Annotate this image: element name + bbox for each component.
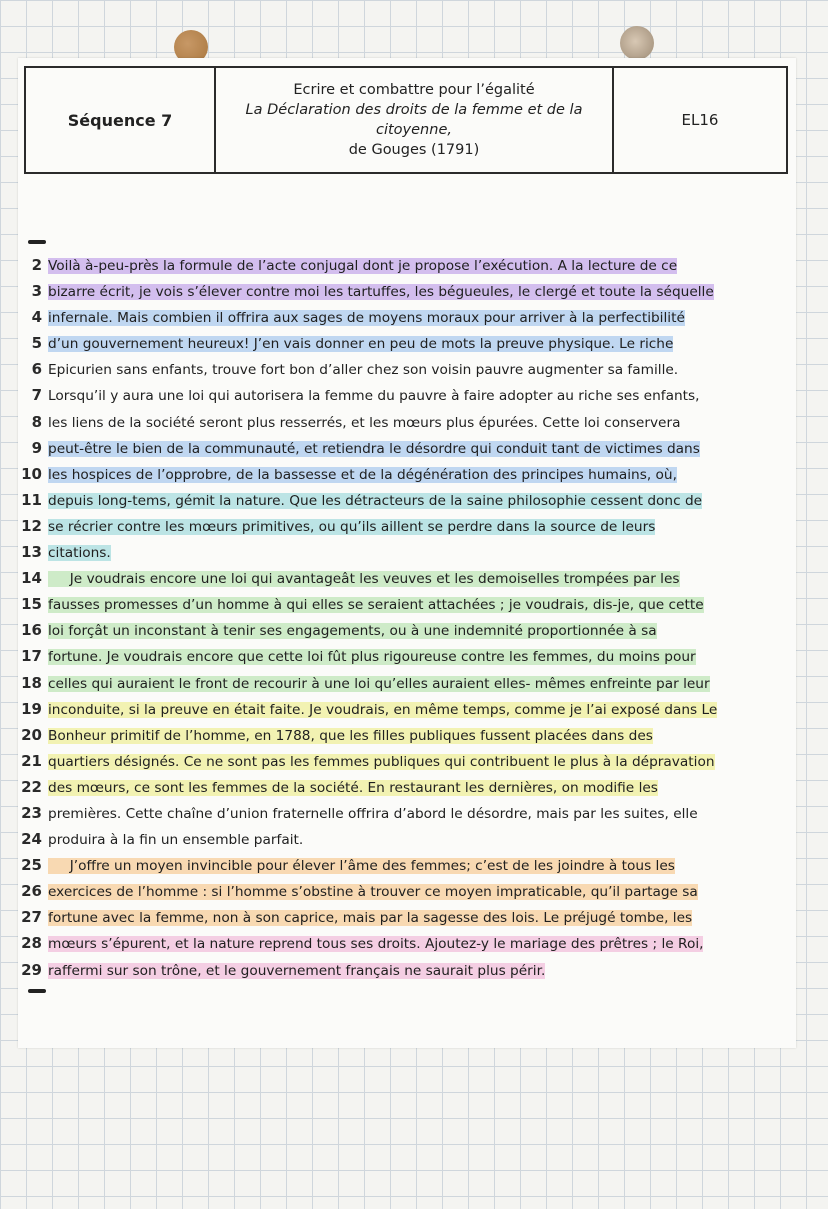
line-text: bizarre écrit, je vois s’élever contre moi les tartuffes, les bégueules, le clergé et toute la séquelle: [48, 284, 714, 301]
line-text: fausses promesses d’un homme à qui elles se seraient attachées ; je voudrais, dis-je, que cette: [48, 597, 704, 614]
line-number: 18: [21, 673, 42, 692]
end-marker: [16, 983, 746, 997]
line-number: 7: [31, 386, 42, 405]
line-text: fortune. Je voudrais encore que cette loi fût plus rigoureuse contre les femmes, du moins pour: [48, 649, 696, 666]
line-number: 16: [21, 621, 42, 640]
title-line-1: Ecrire et combattre pour l’égalité: [293, 82, 535, 98]
text-line: [16, 382, 746, 408]
text-line: [16, 330, 746, 356]
line-number: 4: [31, 308, 42, 327]
text-line: [16, 643, 746, 669]
text-lines: [16, 252, 746, 983]
line-number: 17: [21, 647, 42, 666]
line-number: 26: [21, 882, 42, 901]
text-line: [16, 930, 746, 956]
line-text: mœurs s’épurent, et la nature reprend tous ses droits. Ajoutez-y le mariage des prêtres ; le Roi,: [48, 936, 704, 953]
line-number: 9: [31, 438, 42, 457]
title-line-3: citoyenne,: [376, 122, 452, 138]
line-text: raffermi sur son trône, et le gouvernement français ne saurait plus périr.: [48, 962, 546, 979]
line-number: 28: [21, 934, 42, 953]
line-text: Voilà à-peu-près la formule de l’acte conjugal dont je propose l’exécution. A la lecture de ce: [48, 258, 678, 274]
line-number: 29: [21, 960, 42, 979]
line-number: 13: [21, 543, 42, 562]
text-line: [16, 774, 746, 800]
text-line: [16, 304, 746, 330]
line-text: quartiers désignés. Ce ne sont pas les femmes publiques qui contribuent le plus à la dépravation: [48, 753, 715, 770]
line-text: les liens de la société seront plus resserrés, et les mœurs plus épurées. Cette loi conservera: [48, 414, 681, 431]
text-line: [16, 487, 746, 513]
line-text: se récrier contre les mœurs primitives, ou qu’ils aillent se perdre dans la source de leurs: [48, 518, 656, 535]
text-line: [16, 722, 746, 748]
text-line: [16, 957, 746, 983]
line-text: depuis long-tems, gémit la nature. Que les détracteurs de la saine philosophie cessent donc de: [48, 492, 703, 509]
text-line: [16, 435, 746, 461]
text-line: [16, 565, 746, 591]
text-line: [16, 278, 746, 304]
line-text: produira à la fin un ensemble parfait.: [48, 832, 304, 849]
text-line: [16, 800, 746, 826]
line-text: premières. Cette chaîne d’union fraternelle offrira d’abord le désordre, mais par les suites, elle: [48, 805, 698, 822]
text-line: [16, 591, 746, 617]
line-text: Je voudrais encore une loi qui avantageât les veuves et les demoiselles trompées par les: [48, 571, 680, 588]
text-line: [16, 409, 746, 435]
code-cell: EL16: [681, 111, 719, 129]
text-line: [16, 539, 746, 565]
line-number: 2: [31, 256, 42, 274]
text-line: [16, 748, 746, 774]
start-marker: [16, 234, 746, 252]
line-number: 5: [31, 334, 42, 353]
line-number: 10: [21, 464, 42, 483]
line-number: 11: [21, 490, 42, 509]
text-line: [16, 252, 746, 278]
line-text: Lorsqu’il y aura une loi qui autorisera la femme du pauvre à faire adopter au riche ses enfants,: [48, 388, 700, 405]
line-number: 8: [31, 412, 42, 431]
text-line: [16, 852, 746, 878]
text-line: [16, 356, 746, 382]
line-number: 19: [21, 699, 42, 718]
line-number: 20: [21, 725, 42, 744]
header-table: [24, 66, 788, 174]
line-text: inconduite, si la preuve en était faite. Je voudrais, en même temps, comme je l’ai exposé dans Le: [48, 701, 718, 718]
line-text: fortune avec la femme, non à son caprice, mais par la sagesse des lois. Le préjugé tombe, les: [48, 910, 693, 927]
line-number: 23: [21, 803, 42, 822]
line-text: infernale. Mais combien il offrira aux sages de moyens moraux pour arriver à la perfectibilité: [48, 310, 685, 327]
line-text: citations.: [48, 545, 111, 562]
text-body: [16, 234, 746, 997]
text-line: [16, 461, 746, 487]
line-number: 14: [21, 569, 42, 588]
line-text: J’offre un moyen invincible pour élever l’âme des femmes; c’est de les joindre à tous les: [48, 858, 675, 875]
line-text: des mœurs, ce sont les femmes de la société. En restaurant les dernières, on modifie les: [48, 779, 658, 796]
title-cell: [216, 68, 614, 172]
line-number: 22: [21, 777, 42, 796]
text-line: [16, 513, 746, 539]
text-line: [16, 696, 746, 722]
line-number: 21: [21, 751, 42, 770]
line-text: exercices de l’homme : si l’homme s’obstine à trouver ce moyen impraticable, qu’il partage sa: [48, 884, 698, 901]
line-number: 3: [31, 282, 42, 301]
text-line: [16, 878, 746, 904]
line-text: Epicurien sans enfants, trouve fort bon d’aller chez son voisin pauvre augmenter sa famille.: [48, 362, 679, 379]
text-line: [16, 670, 746, 696]
line-text: peut-être le bien de la communauté, et retiendra le désordre qui conduit tant de victimes dans: [48, 440, 700, 457]
title-line-4: de Gouges (1791): [348, 142, 480, 158]
line-number: 12: [21, 516, 42, 535]
line-number: 25: [21, 856, 42, 875]
line-text: loi forçât un inconstant à tenir ses engagements, ou à une indemnité proportionnée à sa: [48, 623, 657, 640]
title-line-2: La Déclaration des droits de la femme et de la: [245, 102, 583, 118]
line-text: d’un gouvernement heureux! J’en vais donner en peu de mots la preuve physique. Le riche: [48, 336, 674, 353]
text-line: [16, 904, 746, 930]
line-number: 24: [21, 830, 42, 849]
line-text: celles qui auraient le front de recourir à une loi qu’elles auraient elles- mêmes enfreinte par leur: [48, 675, 710, 692]
binder-hole: [620, 26, 654, 60]
text-line: [16, 826, 746, 852]
line-text: Bonheur primitif de l’homme, en 1788, que les filles publiques fussent placées dans des: [48, 727, 653, 744]
sequence-cell: Séquence 7: [26, 68, 216, 172]
text-line: [16, 617, 746, 643]
line-number: 6: [31, 360, 42, 379]
line-text: les hospices de l’opprobre, de la bassesse et de la dégénération des principes humains, où,: [48, 466, 677, 483]
line-number: 27: [21, 908, 42, 927]
line-number: 15: [21, 595, 42, 614]
